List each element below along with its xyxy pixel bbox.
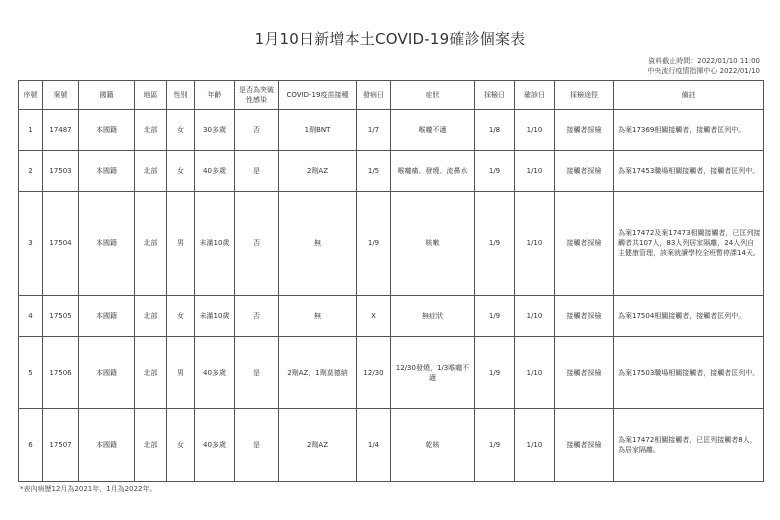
table-cell: 1/10 [515,191,555,295]
remark-cell: 為案17369相關接觸者，接觸者匡列中。 [614,110,764,151]
table-cell: 接觸者採檢 [555,191,614,295]
table-row [19,409,764,482]
column-header: COVID-19疫苗接種 [279,81,357,110]
table-cell: 1劑BNT [279,110,357,151]
table-cell: 本國籍 [79,409,135,482]
column-header: 採檢日 [475,81,515,110]
document-meta [647,56,760,76]
table-cell: 1/9 [475,336,515,409]
column-header: 案號 [43,81,79,110]
table-cell: 否 [235,191,279,295]
table-cell: 北部 [135,295,167,336]
table-body [19,110,764,482]
table-cell: 2劑AZ [279,409,357,482]
table-cell: 6 [19,409,43,482]
table-cell: 1/5 [357,150,391,191]
table-cell: 北部 [135,110,167,151]
table-cell: 女 [167,110,195,151]
table-cell: 男 [167,336,195,409]
table-row [19,336,764,409]
table-cell: 1/10 [515,150,555,191]
table-cell: 17503 [43,150,79,191]
table-cell: 1 [19,110,43,151]
column-header: 備註 [614,81,764,110]
table-cell: 接觸者採檢 [555,295,614,336]
table-cell: 1/10 [515,336,555,409]
table-cell: 否 [235,295,279,336]
column-header: 確診日 [515,81,555,110]
table-cell: 本國籍 [79,110,135,151]
table-header-row [19,81,764,110]
table-cell: 接觸者採檢 [555,150,614,191]
table-cell: 本國籍 [79,191,135,295]
document-title: 1月10日新增本土COVID-19確診個案表 [254,30,526,48]
table-cell: 接觸者採檢 [555,409,614,482]
table-cell: 40多歲 [195,409,235,482]
table-cell: 12/30 [357,336,391,409]
table-cell: 1/9 [357,191,391,295]
table-cell: 1/10 [515,110,555,151]
remark-cell: 為案17472及案17473相關接觸者，已匡列接觸者共107人，83人列居家隔離，24人列自主健康管理，該案就讀學校全班暫停課14天。 [614,191,764,295]
table-cell: 女 [167,295,195,336]
table-cell: 無 [279,295,357,336]
column-header: 症狀 [391,81,475,110]
table-cell: 無 [279,191,357,295]
table-cell: 北部 [135,336,167,409]
case-table [18,80,764,482]
table-cell: 是 [235,336,279,409]
table-cell: 2 [19,150,43,191]
footnote: *表內病歷12月為2021年，1月為2022年。 [20,485,157,493]
table-cell: 17507 [43,409,79,482]
table-row [19,150,764,191]
column-header: 地區 [135,81,167,110]
remark-cell: 為案17453職場相關接觸者，接觸者匡列中。 [614,150,764,191]
table-cell: 本國籍 [79,150,135,191]
column-header: 國籍 [79,81,135,110]
table-cell: 女 [167,150,195,191]
table-cell: 5 [19,336,43,409]
column-header: 採檢途徑 [555,81,614,110]
table-cell: 乾咳 [391,409,475,482]
table-cell: 接觸者採檢 [555,110,614,151]
table-row [19,110,764,151]
table-cell: 未滿10歲 [195,295,235,336]
table-cell: 2劑AZ，1劑莫德納 [279,336,357,409]
column-header: 是否為突破性感染 [235,81,279,110]
table-cell: 1/9 [475,295,515,336]
table-cell: 1/7 [357,110,391,151]
table-cell: 是 [235,150,279,191]
table-cell: X [357,295,391,336]
table-cell: 本國籍 [79,336,135,409]
column-header: 性別 [167,81,195,110]
remark-cell: 為案17504相關接觸者，接觸者匡列中。 [614,295,764,336]
table-cell: 4 [19,295,43,336]
table-cell: 否 [235,110,279,151]
table-cell: 本國籍 [79,295,135,336]
table-cell: 1/9 [475,191,515,295]
table-cell: 未滿10歲 [195,191,235,295]
column-header: 序號 [19,81,43,110]
remark-cell: 為案17503職場相關接觸者，接觸者匡列中。 [614,336,764,409]
table-cell: 1/10 [515,295,555,336]
table-cell: 接觸者採檢 [555,336,614,409]
table-cell: 北部 [135,191,167,295]
table-cell: 男 [167,191,195,295]
table-cell: 1/10 [515,409,555,482]
table-cell: 12/30發燒，1/3喉嚨不適 [391,336,475,409]
table-row [19,295,764,336]
table-cell: 喉嚨不適 [391,110,475,151]
table-cell: 北部 [135,150,167,191]
table-cell: 無症狀 [391,295,475,336]
table-cell: 40多歲 [195,336,235,409]
table-cell: 30多歲 [195,110,235,151]
table-cell: 2劑AZ [279,150,357,191]
table-cell: 女 [167,409,195,482]
table-cell: 17504 [43,191,79,295]
column-header: 發病日 [357,81,391,110]
table-cell: 1/9 [475,409,515,482]
table-cell: 咳嗽 [391,191,475,295]
table-cell: 北部 [135,409,167,482]
table-cell: 40多歲 [195,150,235,191]
table-cell: 17487 [43,110,79,151]
table-cell: 17505 [43,295,79,336]
table-cell: 17506 [43,336,79,409]
table-cell: 1/4 [357,409,391,482]
data-cutoff-time: 資料截止時間：2022/01/10 11:00 [648,57,760,65]
table-cell: 3 [19,191,43,295]
table-cell: 1/8 [475,110,515,151]
table-cell: 喉嚨痛、發燒、流鼻水 [391,150,475,191]
table-cell: 是 [235,409,279,482]
table-cell: 1/9 [475,150,515,191]
remark-cell: 為案17472相關接觸者，已匡列接觸者8人，為居家隔離。 [614,409,764,482]
issuing-agency: 中央流行疫情指揮中心 2022/01/10 [647,67,760,75]
table-row [19,191,764,295]
column-header: 年齡 [195,81,235,110]
